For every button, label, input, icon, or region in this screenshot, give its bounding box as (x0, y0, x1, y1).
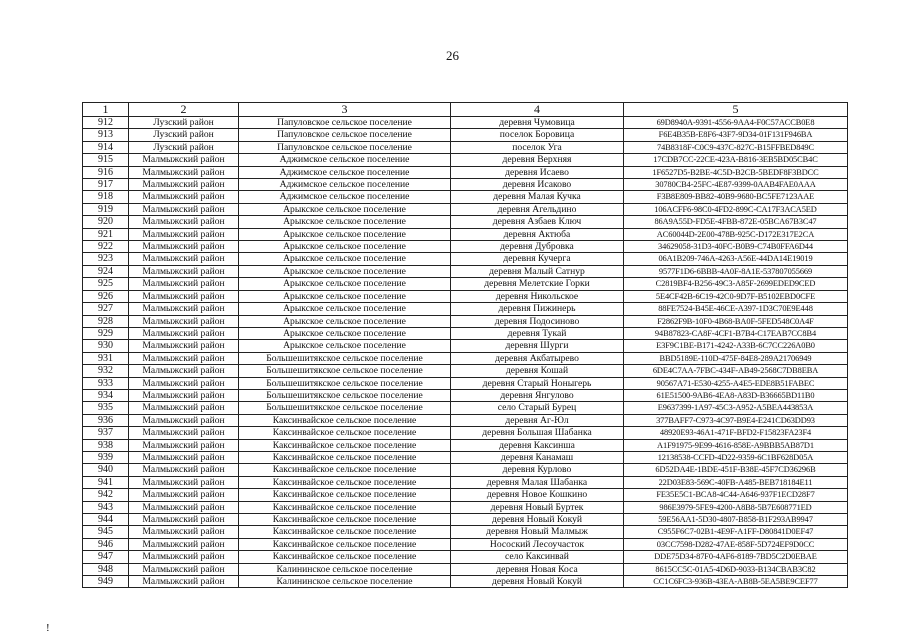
row-number-cell: 924 (83, 265, 129, 277)
table-row (83, 414, 848, 426)
fias-code-cell: 30780CB4-25FC-4E87-9399-0AAB4FAE0AAA (624, 179, 848, 191)
locality-cell: деревня Дубровка (451, 241, 624, 253)
fias-code-cell: 8615CC5C-01A5-4D6D-9033-B134CBAB3C82 (624, 563, 848, 575)
row-number-cell: 920 (83, 216, 129, 228)
row-number-cell: 934 (83, 389, 129, 401)
header-cell: 2 (129, 103, 239, 117)
settlement-cell: Арыкское сельское поселение (239, 228, 451, 240)
table-row (83, 278, 848, 290)
row-number-cell: 947 (83, 551, 129, 563)
settlement-cell: Арыкское сельское поселение (239, 303, 451, 315)
settlement-cell: Каксинвайское сельское поселение (239, 551, 451, 563)
locality-cell: деревня Большая Шабанка (451, 427, 624, 439)
locality-cell: деревня Малая Кучка (451, 191, 624, 203)
row-number-cell: 940 (83, 464, 129, 476)
row-number-cell: 948 (83, 563, 129, 575)
district-cell: Малмыжский район (129, 352, 239, 364)
fias-code-cell: 986E3979-5FE9-4200-A8B8-5B7E608771ED (624, 501, 848, 513)
edge-mark: ! (46, 622, 50, 634)
table-row (83, 402, 848, 414)
locality-cell: деревня Новый Малмыж (451, 526, 624, 538)
locality-cell: деревня Никольское (451, 290, 624, 302)
locality-cell: село Старый Бурец (451, 402, 624, 414)
fias-code-cell: AC60044D-2E00-478B-925C-D172E317E2CA (624, 228, 848, 240)
table-row (83, 315, 848, 327)
fias-code-cell: FE35E5C1-BCA8-4C44-A646-937F1ECD28F7 (624, 489, 848, 501)
locality-cell: деревня Исаево (451, 166, 624, 178)
table-row (83, 241, 848, 253)
district-cell: Малмыжский район (129, 514, 239, 526)
fias-code-cell: BBD5189E-110D-475F-84E8-289A21706949 (624, 352, 848, 364)
district-cell: Малмыжский район (129, 241, 239, 253)
fias-code-cell: 69D8940A-9391-4556-9AA4-F0C57ACCB0E8 (624, 117, 848, 129)
row-number-cell: 933 (83, 377, 129, 389)
fias-code-cell: 5E4CF42B-6C19-42C0-9D7F-B5102EBD0CFE (624, 290, 848, 302)
table-row (83, 464, 848, 476)
district-cell: Малмыжский район (129, 389, 239, 401)
locality-cell: деревня Канамаш (451, 451, 624, 463)
row-number-cell: 921 (83, 228, 129, 240)
locality-cell: деревня Старый Ноныгерь (451, 377, 624, 389)
district-cell: Малмыжский район (129, 464, 239, 476)
fias-code-cell: F6E4B35B-E8F6-43F7-9D34-01F131F946BA (624, 129, 848, 141)
locality-cell: деревня Малый Сатнур (451, 265, 624, 277)
row-number-cell: 944 (83, 514, 129, 526)
table-body (83, 117, 848, 588)
locality-cell: деревня Мелетские Горки (451, 278, 624, 290)
header-cell: 4 (451, 103, 624, 117)
settlement-cell: Папуловское сельское поселение (239, 117, 451, 129)
fias-code-cell: 6DE4C7AA-7FBC-434F-AB49-2568C7DB8EBA (624, 365, 848, 377)
table-row (83, 303, 848, 315)
district-cell: Малмыжский район (129, 526, 239, 538)
settlement-cell: Каксинвайское сельское поселение (239, 501, 451, 513)
settlement-cell: Каксинвайское сельское поселение (239, 414, 451, 426)
row-number-cell: 915 (83, 154, 129, 166)
fias-code-cell: 17CDB7CC-22CE-423A-B816-3EB5BD05CB4C (624, 154, 848, 166)
locality-cell: деревня Акбатырево (451, 352, 624, 364)
row-number-cell: 942 (83, 489, 129, 501)
settlement-cell: Арыкское сельское поселение (239, 327, 451, 339)
settlement-cell: Папуловское сельское поселение (239, 129, 451, 141)
row-number-cell: 916 (83, 166, 129, 178)
row-number-cell: 939 (83, 451, 129, 463)
district-cell: Малмыжский район (129, 303, 239, 315)
row-number-cell: 938 (83, 439, 129, 451)
settlement-cell: Большешитякское сельское поселение (239, 402, 451, 414)
locality-cell: деревня Янгулово (451, 389, 624, 401)
settlement-cell: Аджимское сельское поселение (239, 154, 451, 166)
table-row (83, 290, 848, 302)
table-row (83, 228, 848, 240)
locality-cell: деревня Тукай (451, 327, 624, 339)
locality-cell: деревня Чумовица (451, 117, 624, 129)
district-cell: Малмыжский район (129, 216, 239, 228)
locality-cell: деревня Новое Кошкино (451, 489, 624, 501)
district-cell: Лузский район (129, 141, 239, 153)
header-cell: 5 (624, 103, 848, 117)
district-cell: Малмыжский район (129, 278, 239, 290)
district-cell: Малмыжский район (129, 377, 239, 389)
header-cell: 3 (239, 103, 451, 117)
fias-code-cell: 06A1B209-746A-4263-A56E-44DA14E19019 (624, 253, 848, 265)
settlement-cell: Арыкское сельское поселение (239, 241, 451, 253)
settlement-cell: Большешитякское сельское поселение (239, 365, 451, 377)
district-cell: Малмыжский район (129, 315, 239, 327)
table-header-row (83, 103, 848, 117)
locality-cell: поселок Боровица (451, 129, 624, 141)
locality-cell: деревня Шурги (451, 340, 624, 352)
settlement-cell: Каксинвайское сельское поселение (239, 439, 451, 451)
table-row (83, 427, 848, 439)
district-cell: Малмыжский район (129, 551, 239, 563)
locality-cell: деревня Малая Шабанка (451, 476, 624, 488)
fias-code-cell: CC1C6FC3-936B-43EA-AB8B-5EA5BE9CEF77 (624, 576, 848, 588)
district-cell: Малмыжский район (129, 402, 239, 414)
row-number-cell: 949 (83, 576, 129, 588)
table-row (83, 352, 848, 364)
fias-code-cell: 61E51500-9AB6-4EA8-A83D-B36665BD11B0 (624, 389, 848, 401)
row-number-cell: 932 (83, 365, 129, 377)
table-row (83, 439, 848, 451)
district-cell: Малмыжский район (129, 451, 239, 463)
row-number-cell: 946 (83, 538, 129, 550)
fias-code-cell: 6D52DA4E-1BDE-451F-B38E-45F7CD36296B (624, 464, 848, 476)
fias-code-cell: 48920E93-46A1-471F-BFD2-F15823FA23F4 (624, 427, 848, 439)
locality-cell: деревня Новая Коса (451, 563, 624, 575)
table-row (83, 563, 848, 575)
district-cell: Малмыжский район (129, 439, 239, 451)
settlement-cell: Арыкское сельское поселение (239, 315, 451, 327)
district-cell: Малмыжский район (129, 501, 239, 513)
settlement-cell: Калининское сельское поселение (239, 563, 451, 575)
locality-cell: деревня Пижинерь (451, 303, 624, 315)
fias-code-cell: E3F9C1BE-B171-4242-A33B-6C7CC226A0B0 (624, 340, 848, 352)
district-cell: Малмыжский район (129, 340, 239, 352)
fias-code-cell: F3B8E809-BB82-40B9-9680-BC5FE7123AAE (624, 191, 848, 203)
table-row (83, 514, 848, 526)
row-number-cell: 919 (83, 203, 129, 215)
locality-cell: деревня Кошай (451, 365, 624, 377)
district-cell: Малмыжский район (129, 365, 239, 377)
locality-cell: деревня Актюба (451, 228, 624, 240)
table-row (83, 265, 848, 277)
row-number-cell: 918 (83, 191, 129, 203)
district-cell: Малмыжский район (129, 563, 239, 575)
district-cell: Малмыжский район (129, 427, 239, 439)
table-row (83, 166, 848, 178)
locality-cell: деревня Верхняя (451, 154, 624, 166)
settlement-registry-table (82, 102, 848, 588)
fias-code-cell: DDE75D34-87F0-4AF6-8189-7BD5C2D0EBAE (624, 551, 848, 563)
table-row (83, 141, 848, 153)
row-number-cell: 912 (83, 117, 129, 129)
district-cell: Малмыжский район (129, 476, 239, 488)
row-number-cell: 913 (83, 129, 129, 141)
locality-cell: деревня Агельдино (451, 203, 624, 215)
settlement-cell: Арыкское сельское поселение (239, 253, 451, 265)
settlement-cell: Каксинвайское сельское поселение (239, 514, 451, 526)
table-row (83, 576, 848, 588)
locality-cell: деревня Исаково (451, 179, 624, 191)
district-cell: Малмыжский район (129, 179, 239, 191)
table-row (83, 253, 848, 265)
district-cell: Малмыжский район (129, 154, 239, 166)
locality-cell: деревня Азбаев Ключ (451, 216, 624, 228)
fias-code-cell: E9637399-1A97-45C3-A952-A5BEA443853A (624, 402, 848, 414)
settlement-cell: Каксинвайское сельское поселение (239, 476, 451, 488)
table-row (83, 538, 848, 550)
district-cell: Лузский район (129, 129, 239, 141)
table-row (83, 489, 848, 501)
locality-cell: деревня Новый Буртек (451, 501, 624, 513)
district-cell: Лузский район (129, 117, 239, 129)
settlement-cell: Каксинвайское сельское поселение (239, 427, 451, 439)
district-cell: Малмыжский район (129, 228, 239, 240)
fias-code-cell: 74B8318F-C0C9-437C-827C-B15FFBED849C (624, 141, 848, 153)
settlement-cell: Большешитякское сельское поселение (239, 352, 451, 364)
district-cell: Малмыжский район (129, 166, 239, 178)
table-row (83, 179, 848, 191)
fias-code-cell: 12138538-CCFD-4D22-9359-6C1BF628D05A (624, 451, 848, 463)
table-row (83, 129, 848, 141)
settlement-cell: Папуловское сельское поселение (239, 141, 451, 153)
settlement-cell: Каксинвайское сельское поселение (239, 489, 451, 501)
settlement-cell: Каксинвайское сельское поселение (239, 526, 451, 538)
row-number-cell: 923 (83, 253, 129, 265)
locality-cell: поселок Уга (451, 141, 624, 153)
fias-code-cell: 34629058-31D3-40FC-B0B9-C74B0FFA6D44 (624, 241, 848, 253)
fias-code-cell: F2862F9B-10F0-4B68-BA0F-5FED548C0A4F (624, 315, 848, 327)
settlement-cell: Каксинвайское сельское поселение (239, 464, 451, 476)
locality-cell: деревня Подосиново (451, 315, 624, 327)
row-number-cell: 926 (83, 290, 129, 302)
page-number: 26 (446, 48, 459, 63)
settlement-cell: Арыкское сельское поселение (239, 278, 451, 290)
row-number-cell: 935 (83, 402, 129, 414)
district-cell: Малмыжский район (129, 414, 239, 426)
row-number-cell: 914 (83, 141, 129, 153)
settlement-cell: Большешитякское сельское поселение (239, 377, 451, 389)
district-cell: Малмыжский район (129, 265, 239, 277)
settlement-cell: Арыкское сельское поселение (239, 290, 451, 302)
settlement-cell: Арыкское сельское поселение (239, 203, 451, 215)
row-number-cell: 930 (83, 340, 129, 352)
locality-cell: деревня Каксинша (451, 439, 624, 451)
fias-code-cell: C2819BF4-B256-49C3-A85F-2699EDED9CED (624, 278, 848, 290)
settlement-cell: Каксинвайское сельское поселение (239, 538, 451, 550)
locality-cell: деревня Кучерга (451, 253, 624, 265)
district-cell: Малмыжский район (129, 203, 239, 215)
row-number-cell: 936 (83, 414, 129, 426)
locality-cell: деревня Новый Кокуй (451, 576, 624, 588)
row-number-cell: 941 (83, 476, 129, 488)
district-cell: Малмыжский район (129, 576, 239, 588)
fias-code-cell: 9577F1D6-6BBB-4A0F-8A1E-537807055669 (624, 265, 848, 277)
district-cell: Малмыжский район (129, 327, 239, 339)
settlement-cell: Каксинвайское сельское поселение (239, 451, 451, 463)
fias-code-cell: 90567A71-E530-4255-A4E5-EDE8B51FABEC (624, 377, 848, 389)
fias-code-cell: 59E56AA1-5D30-4807-B858-B1F293AB9947 (624, 514, 848, 526)
settlement-cell: Аджимское сельское поселение (239, 179, 451, 191)
table-row (83, 154, 848, 166)
settlement-cell: Аджимское сельское поселение (239, 166, 451, 178)
table-row (83, 476, 848, 488)
row-number-cell: 927 (83, 303, 129, 315)
settlement-cell: Большешитякское сельское поселение (239, 389, 451, 401)
fias-code-cell: 03CC7598-D282-47AE-858F-5D724EF9D0CC (624, 538, 848, 550)
row-number-cell: 945 (83, 526, 129, 538)
table-row (83, 451, 848, 463)
fias-code-cell: 22D03E83-569C-40FB-A485-BEB718184E11 (624, 476, 848, 488)
district-cell: Малмыжский район (129, 489, 239, 501)
header-cell: 1 (83, 103, 129, 117)
fias-code-cell: C955F6C7-02B1-4E9F-A1FF-D80841D0EF47 (624, 526, 848, 538)
fias-code-cell: 1F6527D5-B2BE-4C5D-B2CB-5BEDF8F3BDCC (624, 166, 848, 178)
locality-cell: деревня Аг-Юл (451, 414, 624, 426)
row-number-cell: 917 (83, 179, 129, 191)
fias-code-cell: 377BAFF7-C973-4C97-B9E4-E241CD63DD93 (624, 414, 848, 426)
table-row (83, 501, 848, 513)
district-cell: Малмыжский район (129, 538, 239, 550)
row-number-cell: 937 (83, 427, 129, 439)
settlement-cell: Арыкское сельское поселение (239, 216, 451, 228)
fias-code-cell: 106ACFF6-98C0-4FD2-899C-CA17F3ACA5ED (624, 203, 848, 215)
settlement-cell: Аджимское сельское поселение (239, 191, 451, 203)
table-row (83, 216, 848, 228)
fias-code-cell: 86A9A55D-FD5E-4FBB-872E-05BCA67B3C47 (624, 216, 848, 228)
locality-cell: село Каксинвай (451, 551, 624, 563)
locality-cell: Носоский Лесоучасток (451, 538, 624, 550)
locality-cell: деревня Курлово (451, 464, 624, 476)
row-number-cell: 943 (83, 501, 129, 513)
table-row (83, 389, 848, 401)
settlement-cell: Арыкское сельское поселение (239, 340, 451, 352)
table-row (83, 191, 848, 203)
district-cell: Малмыжский район (129, 191, 239, 203)
fias-code-cell: 88FE7524-B45E-46CE-A397-1D3C70E9E448 (624, 303, 848, 315)
row-number-cell: 931 (83, 352, 129, 364)
fias-code-cell: A1F91975-9E99-4616-858E-A9BBB5AB87D1 (624, 439, 848, 451)
table-row (83, 526, 848, 538)
locality-cell: деревня Новый Кокуй (451, 514, 624, 526)
fias-code-cell: 94B87823-CA8F-4CF1-B7B4-C17EAB7CC8B4 (624, 327, 848, 339)
table-row (83, 377, 848, 389)
settlement-cell: Арыкское сельское поселение (239, 265, 451, 277)
row-number-cell: 928 (83, 315, 129, 327)
row-number-cell: 929 (83, 327, 129, 339)
district-cell: Малмыжский район (129, 290, 239, 302)
district-cell: Малмыжский район (129, 253, 239, 265)
table-row (83, 365, 848, 377)
table-row (83, 203, 848, 215)
table-row (83, 117, 848, 129)
settlement-cell: Калининское сельское поселение (239, 576, 451, 588)
table-row (83, 327, 848, 339)
table-row (83, 340, 848, 352)
row-number-cell: 925 (83, 278, 129, 290)
table-row (83, 551, 848, 563)
row-number-cell: 922 (83, 241, 129, 253)
